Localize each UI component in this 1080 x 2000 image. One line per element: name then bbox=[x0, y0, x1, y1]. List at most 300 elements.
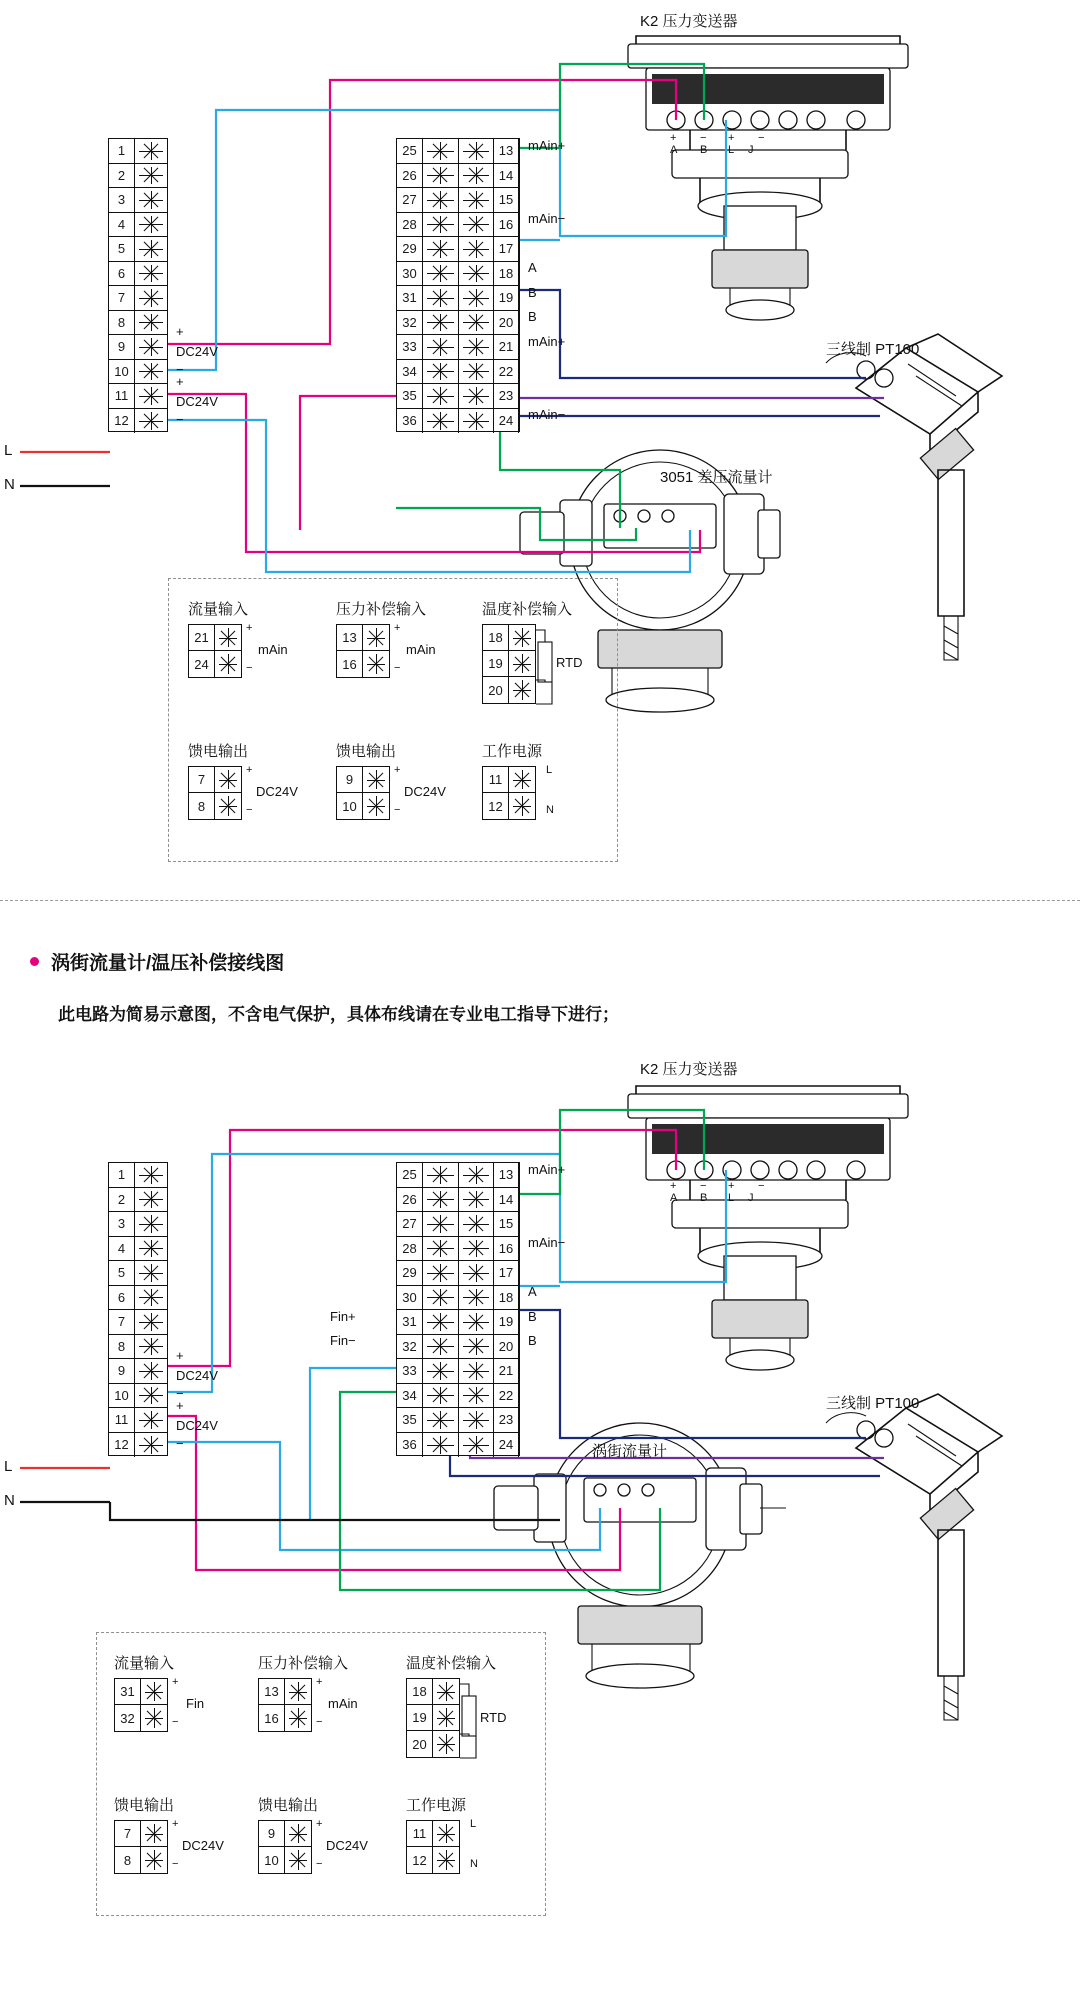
terminal-row[interactable] bbox=[115, 1821, 167, 1847]
terminal-row[interactable] bbox=[109, 1286, 167, 1311]
terminal-screw-icon bbox=[135, 1188, 167, 1212]
transmitter-sign-2: + bbox=[728, 1180, 735, 1192]
terminal-number: 9 bbox=[109, 335, 135, 359]
terminal-number: 12 bbox=[407, 1847, 433, 1873]
terminal-screw-icon bbox=[423, 409, 458, 434]
dc24v-plus-2: + bbox=[176, 374, 184, 389]
legend-title-2: 馈电输出 bbox=[258, 1797, 319, 1814]
terminal-number: 19 bbox=[493, 1310, 519, 1334]
dc24v-minus-2: − bbox=[176, 412, 184, 427]
legend-sign: + bbox=[394, 622, 401, 634]
terminal-number: 7 bbox=[189, 767, 215, 792]
terminal-number: 34 bbox=[397, 1384, 423, 1408]
transmitter-terminal-2: B bbox=[700, 1192, 708, 1204]
terminal-number: 33 bbox=[397, 1359, 423, 1383]
terminal-screw-icon bbox=[423, 1433, 458, 1458]
dc24v-plus-2b: + bbox=[176, 1398, 184, 1413]
terminal-screw-icon bbox=[458, 188, 494, 212]
terminal-number: 35 bbox=[397, 1408, 423, 1432]
transmitter-terminal-2: J bbox=[748, 1192, 754, 1204]
legend-sign: − bbox=[394, 662, 401, 674]
legend-note-2: DC24V bbox=[182, 1838, 224, 1853]
terminal-row[interactable] bbox=[397, 1335, 519, 1360]
terminal-row[interactable] bbox=[109, 1310, 167, 1335]
terminal-number: 21 bbox=[189, 625, 215, 650]
legend-note: RTD bbox=[556, 655, 583, 670]
terminal-number: 7 bbox=[115, 1821, 141, 1846]
section2-heading-row bbox=[30, 948, 284, 975]
terminal-row[interactable] bbox=[397, 360, 519, 385]
pt100-device-label-2: 三线制 PT100 bbox=[826, 1395, 920, 1412]
k2-device-label-2: K2 压力变送器 bbox=[640, 1061, 738, 1078]
terminal-row[interactable] bbox=[397, 1237, 519, 1262]
terminal-row[interactable] bbox=[397, 1286, 519, 1311]
terminal-screw-icon bbox=[458, 237, 494, 261]
terminal-number: 11 bbox=[407, 1821, 433, 1846]
terminal-row[interactable] bbox=[109, 1408, 167, 1433]
legend-note-2: Fin bbox=[186, 1696, 205, 1711]
terminal-number: 35 bbox=[397, 384, 423, 408]
terminal-row[interactable] bbox=[109, 1384, 167, 1409]
flowmeter-device-label: 3051 差压流量计 bbox=[660, 469, 773, 486]
terminal-row[interactable] bbox=[259, 1847, 311, 1873]
terminal-number: 34 bbox=[397, 360, 423, 384]
terminal-row[interactable] bbox=[109, 286, 167, 311]
terminal-screw-icon bbox=[135, 139, 167, 163]
terminal-screw-icon bbox=[135, 1212, 167, 1236]
terminal-row[interactable] bbox=[337, 767, 389, 793]
terminal-number: 27 bbox=[397, 188, 423, 212]
terminal-screw-icon bbox=[135, 237, 167, 261]
terminal-screw-icon bbox=[135, 286, 167, 310]
legend-sign: − bbox=[394, 804, 401, 816]
legend-sign-2: + bbox=[316, 1676, 323, 1688]
terminal-row[interactable] bbox=[483, 767, 535, 793]
terminal-screw-icon bbox=[423, 1163, 458, 1187]
legend-note-2: RTD bbox=[480, 1710, 507, 1725]
mains-l-label-2: L bbox=[4, 1458, 13, 1475]
terminal-number: 12 bbox=[109, 1433, 135, 1458]
terminal-row[interactable] bbox=[397, 1163, 519, 1188]
terminal-number: 19 bbox=[483, 651, 509, 676]
terminal-number: 7 bbox=[109, 286, 135, 310]
transmitter-sign: − bbox=[758, 132, 765, 144]
legend-title: 馈电输出 bbox=[336, 743, 397, 760]
mains-wires bbox=[20, 452, 110, 486]
terminal-number: 19 bbox=[407, 1705, 433, 1730]
terminal-screw-icon bbox=[458, 164, 494, 188]
terminal-screw-icon bbox=[423, 311, 458, 335]
terminal-row[interactable] bbox=[407, 1821, 459, 1847]
transmitter-terminal-2: L bbox=[728, 1192, 735, 1204]
terminal-row[interactable] bbox=[109, 1335, 167, 1360]
legend-title: 工作电源 bbox=[482, 743, 543, 760]
terminal-number: 6 bbox=[109, 1286, 135, 1310]
terminal-row[interactable] bbox=[483, 793, 535, 819]
terminal-screw-icon bbox=[458, 1384, 494, 1408]
terminal-number: 13 bbox=[259, 1679, 285, 1704]
terminal-screw-icon bbox=[458, 139, 494, 163]
legend-terminal-block bbox=[188, 766, 242, 820]
terminal-screw-icon bbox=[458, 286, 494, 310]
legend-title: 压力补偿输入 bbox=[336, 601, 427, 618]
terminal-row[interactable] bbox=[109, 335, 167, 360]
terminal-row[interactable] bbox=[397, 1188, 519, 1213]
terminal-row[interactable] bbox=[397, 384, 519, 409]
terminal-screw-icon bbox=[458, 311, 494, 335]
terminal-screw-icon bbox=[423, 360, 458, 384]
terminal-row[interactable] bbox=[189, 793, 241, 819]
terminal-screw-icon bbox=[135, 335, 167, 359]
terminal-screw-icon bbox=[135, 262, 167, 286]
dc24v-label-2: DC24V bbox=[176, 394, 218, 409]
terminal-number: 1 bbox=[109, 1163, 135, 1187]
terminal-screw-icon bbox=[458, 1310, 494, 1334]
terminal-number: 27 bbox=[397, 1212, 423, 1236]
terminal-screw-icon bbox=[458, 409, 494, 434]
mid-annotation: A bbox=[528, 260, 537, 275]
terminal-number: 28 bbox=[397, 1237, 423, 1261]
mid-annotation: mAin− bbox=[528, 407, 566, 422]
legend-title-2: 工作电源 bbox=[406, 1797, 467, 1814]
k2-pressure-transmitter-graphic bbox=[628, 36, 908, 320]
terminal-row[interactable] bbox=[109, 409, 167, 434]
terminal-row[interactable] bbox=[109, 1433, 167, 1458]
terminal-number: 20 bbox=[407, 1731, 433, 1757]
terminal-row[interactable] bbox=[397, 1212, 519, 1237]
terminal-number: 29 bbox=[397, 1261, 423, 1285]
terminal-row[interactable] bbox=[397, 1310, 519, 1335]
terminal-number: 9 bbox=[109, 1359, 135, 1383]
terminal-screw-icon bbox=[458, 1408, 494, 1432]
terminal-row[interactable] bbox=[397, 1261, 519, 1286]
terminal-screw-icon bbox=[135, 164, 167, 188]
terminal-screw-icon bbox=[135, 1286, 167, 1310]
terminal-screw-icon bbox=[423, 1188, 458, 1212]
terminal-screw-icon bbox=[135, 1237, 167, 1261]
terminal-screw-icon bbox=[423, 1408, 458, 1432]
terminal-row[interactable] bbox=[109, 139, 167, 164]
dc24v-plus-1b: + bbox=[176, 1348, 184, 1363]
terminal-row[interactable] bbox=[397, 1359, 519, 1384]
legend-sign-2: + bbox=[316, 1818, 323, 1830]
terminal-row[interactable] bbox=[109, 1237, 167, 1262]
mains-n-label: N bbox=[4, 476, 15, 493]
terminal-screw-icon bbox=[433, 1847, 459, 1873]
terminal-number: 13 bbox=[493, 1163, 519, 1187]
mid-annotation-2: B bbox=[528, 1309, 537, 1324]
terminal-row[interactable] bbox=[109, 1359, 167, 1384]
terminal-row[interactable] bbox=[109, 1261, 167, 1286]
terminal-screw-icon bbox=[423, 1359, 458, 1383]
terminal-row[interactable] bbox=[397, 1433, 519, 1458]
transmitter-sign-2: − bbox=[700, 1180, 707, 1192]
terminal-row[interactable] bbox=[397, 213, 519, 238]
mid-annotation: mAin− bbox=[528, 211, 566, 226]
k2-pressure-transmitter-graphic-2 bbox=[628, 1086, 908, 1370]
terminal-row[interactable] bbox=[109, 262, 167, 287]
terminal-number: 18 bbox=[407, 1679, 433, 1704]
terminal-screw-icon bbox=[135, 1163, 167, 1187]
dc24v-minus-1b: − bbox=[176, 1386, 184, 1401]
terminal-row[interactable] bbox=[407, 1847, 459, 1873]
terminal-screw-icon bbox=[363, 793, 389, 819]
terminal-number: 19 bbox=[493, 286, 519, 310]
legend-terminal-block bbox=[336, 766, 390, 820]
terminal-row[interactable] bbox=[397, 335, 519, 360]
dc24v-plus-1: + bbox=[176, 324, 184, 339]
terminal-row[interactable] bbox=[397, 139, 519, 164]
legend-title: 流量输入 bbox=[188, 601, 249, 618]
terminal-number: 15 bbox=[493, 188, 519, 212]
terminal-screw-icon bbox=[135, 1384, 167, 1408]
terminal-number: 23 bbox=[493, 384, 519, 408]
terminal-row[interactable] bbox=[109, 164, 167, 189]
section2-left-terminal-block bbox=[108, 1162, 168, 1456]
legend-sign-2: + bbox=[172, 1676, 179, 1688]
terminal-screw-icon bbox=[423, 139, 458, 163]
terminal-number: 33 bbox=[397, 335, 423, 359]
terminal-number: 2 bbox=[109, 1188, 135, 1212]
terminal-screw-icon bbox=[423, 1310, 458, 1334]
terminal-screw-icon bbox=[215, 767, 241, 792]
transmitter-sign: + bbox=[670, 132, 677, 144]
rtd-symbol-svg-2 bbox=[0, 1674, 1080, 1794]
terminal-number: 31 bbox=[397, 286, 423, 310]
terminal-number: 8 bbox=[189, 793, 215, 819]
legend-sign-2: − bbox=[172, 1858, 179, 1870]
terminal-screw-icon bbox=[423, 1335, 458, 1359]
transmitter-terminal: A bbox=[670, 144, 678, 156]
terminal-number: 20 bbox=[483, 677, 509, 703]
transmitter-terminal: J bbox=[748, 144, 754, 156]
terminal-number: 18 bbox=[493, 262, 519, 286]
terminal-screw-icon bbox=[458, 262, 494, 286]
legend-sign: − bbox=[246, 804, 253, 816]
mid-annotation: B bbox=[528, 309, 537, 324]
terminal-row[interactable] bbox=[397, 1384, 519, 1409]
terminal-number: 4 bbox=[109, 1237, 135, 1261]
terminal-number: 9 bbox=[337, 767, 363, 792]
terminal-screw-icon bbox=[423, 164, 458, 188]
terminal-row[interactable] bbox=[397, 409, 519, 434]
terminal-number: 30 bbox=[397, 1286, 423, 1310]
dc24v-label-1b: DC24V bbox=[176, 1368, 218, 1383]
terminal-screw-icon bbox=[423, 237, 458, 261]
terminal-row[interactable] bbox=[109, 213, 167, 238]
terminal-number: 25 bbox=[397, 139, 423, 163]
terminal-screw-icon bbox=[135, 1359, 167, 1383]
transmitter-sign-2: + bbox=[670, 1180, 677, 1192]
legend-sign-2: N bbox=[470, 1858, 478, 1870]
terminal-number: 12 bbox=[483, 793, 509, 819]
dc24v-minus-2b: − bbox=[176, 1436, 184, 1451]
terminal-screw-icon bbox=[135, 1335, 167, 1359]
terminal-row[interactable] bbox=[189, 767, 241, 793]
mid-annotation-2: mAin+ bbox=[528, 1162, 566, 1177]
terminal-row[interactable] bbox=[259, 1821, 311, 1847]
terminal-screw-icon bbox=[423, 286, 458, 310]
terminal-screw-icon bbox=[141, 1821, 167, 1846]
terminal-screw-icon bbox=[458, 1286, 494, 1310]
terminal-row[interactable] bbox=[397, 262, 519, 287]
terminal-number: 2 bbox=[109, 164, 135, 188]
terminal-row[interactable] bbox=[397, 164, 519, 189]
terminal-row[interactable] bbox=[337, 793, 389, 819]
terminal-number: 8 bbox=[109, 1335, 135, 1359]
terminal-row[interactable] bbox=[397, 311, 519, 336]
terminal-row[interactable] bbox=[115, 1847, 167, 1873]
terminal-number: 21 bbox=[493, 1359, 519, 1383]
terminal-screw-icon bbox=[423, 262, 458, 286]
terminal-row[interactable] bbox=[109, 1188, 167, 1213]
terminal-row[interactable] bbox=[109, 384, 167, 409]
flowmeter-device-label-2: 涡街流量计 bbox=[592, 1443, 668, 1460]
terminal-number: 10 bbox=[109, 1384, 135, 1408]
terminal-screw-icon bbox=[458, 1261, 494, 1285]
legend-sign: − bbox=[246, 662, 253, 674]
legend-sign: + bbox=[394, 764, 401, 776]
transmitter-sign: − bbox=[700, 132, 707, 144]
terminal-number: 31 bbox=[397, 1310, 423, 1334]
dc24v-label-2b: DC24V bbox=[176, 1418, 218, 1433]
legend-title-2: 压力补偿输入 bbox=[258, 1655, 349, 1672]
terminal-number: 16 bbox=[493, 1237, 519, 1261]
terminal-number: 10 bbox=[337, 793, 363, 819]
terminal-number: 1 bbox=[109, 139, 135, 163]
legend-sign-2: − bbox=[316, 1858, 323, 1870]
terminal-row[interactable] bbox=[397, 286, 519, 311]
mid-annotation: mAin+ bbox=[528, 334, 566, 349]
terminal-screw-icon bbox=[458, 1188, 494, 1212]
terminal-row[interactable] bbox=[109, 360, 167, 385]
terminal-screw-icon bbox=[135, 1261, 167, 1285]
section1-left-terminal-block bbox=[108, 138, 168, 432]
terminal-number: 11 bbox=[109, 1408, 135, 1432]
terminal-row[interactable] bbox=[397, 237, 519, 262]
section2-heading: 涡街流量计/温压补偿接线图 bbox=[51, 953, 285, 974]
terminal-screw-icon bbox=[135, 1408, 167, 1432]
transmitter-sign: + bbox=[728, 132, 735, 144]
terminal-screw-icon bbox=[423, 1286, 458, 1310]
pt100-device-label: 三线制 PT100 bbox=[826, 341, 920, 358]
legend-sign-2: − bbox=[172, 1716, 179, 1728]
mid-annotation-2: A bbox=[528, 1284, 537, 1299]
terminal-row[interactable] bbox=[109, 188, 167, 213]
terminal-row[interactable] bbox=[109, 1163, 167, 1188]
legend-title-2: 流量输入 bbox=[114, 1655, 175, 1672]
terminal-screw-icon bbox=[135, 384, 167, 408]
legend-sign-2: L bbox=[470, 1818, 477, 1830]
terminal-screw-icon bbox=[423, 1212, 458, 1236]
terminal-screw-icon bbox=[458, 213, 494, 237]
mid-annotation-2: B bbox=[528, 1333, 537, 1348]
fin-plus-label: Fin+ bbox=[330, 1309, 356, 1324]
terminal-number: 29 bbox=[397, 237, 423, 261]
terminal-screw-icon bbox=[215, 793, 241, 819]
k2-device-label: K2 压力变送器 bbox=[640, 13, 738, 30]
mains-l-label: L bbox=[4, 442, 13, 459]
terminal-screw-icon bbox=[423, 335, 458, 359]
mid-annotation: mAin+ bbox=[528, 138, 566, 153]
terminal-screw-icon bbox=[135, 1310, 167, 1334]
legend-terminal-block-2 bbox=[258, 1820, 312, 1874]
terminal-row[interactable] bbox=[397, 1408, 519, 1433]
bullet-icon bbox=[30, 957, 39, 966]
legend-title: 馈电输出 bbox=[188, 743, 249, 760]
terminal-number: 12 bbox=[109, 409, 135, 434]
legend-sign: N bbox=[546, 804, 554, 816]
terminal-number: 24 bbox=[189, 651, 215, 677]
terminal-screw-icon bbox=[458, 1433, 494, 1458]
terminal-number: 16 bbox=[259, 1705, 285, 1731]
terminal-number: 24 bbox=[493, 409, 519, 434]
terminal-number: 17 bbox=[493, 1261, 519, 1285]
terminal-screw-icon bbox=[135, 188, 167, 212]
rtd-symbol-svg bbox=[0, 620, 1080, 740]
legend-terminal-block bbox=[482, 766, 536, 820]
terminal-screw-icon bbox=[458, 1163, 494, 1187]
terminal-number: 30 bbox=[397, 262, 423, 286]
transmitter-sign-2: − bbox=[758, 1180, 765, 1192]
section1-main-terminal-block bbox=[396, 138, 520, 432]
terminal-number: 23 bbox=[493, 1408, 519, 1432]
section-divider bbox=[0, 900, 1080, 901]
legend-note: mAin bbox=[406, 642, 436, 657]
terminal-number: 26 bbox=[397, 1188, 423, 1212]
fin-minus-label: Fin− bbox=[330, 1333, 356, 1348]
legend-note: DC24V bbox=[256, 784, 298, 799]
terminal-number: 31 bbox=[115, 1679, 141, 1704]
terminal-screw-icon bbox=[458, 384, 494, 408]
terminal-number: 32 bbox=[115, 1705, 141, 1731]
terminal-number: 9 bbox=[259, 1821, 285, 1846]
terminal-screw-icon bbox=[423, 1237, 458, 1261]
legend-note-2: mAin bbox=[328, 1696, 358, 1711]
terminal-number: 4 bbox=[109, 213, 135, 237]
terminal-number: 36 bbox=[397, 1433, 423, 1458]
terminal-number: 26 bbox=[397, 164, 423, 188]
mid-annotation-2: mAin− bbox=[528, 1235, 566, 1250]
pt100-sensor-graphic bbox=[826, 334, 1002, 660]
terminal-number: 21 bbox=[493, 335, 519, 359]
terminal-screw-icon bbox=[423, 188, 458, 212]
terminal-row[interactable] bbox=[109, 237, 167, 262]
terminal-screw-icon bbox=[135, 360, 167, 384]
terminal-number: 10 bbox=[109, 360, 135, 384]
transmitter-terminal: B bbox=[700, 144, 708, 156]
terminal-number: 7 bbox=[109, 1310, 135, 1334]
terminal-number: 11 bbox=[483, 767, 509, 792]
terminal-number: 36 bbox=[397, 409, 423, 434]
terminal-number: 13 bbox=[337, 625, 363, 650]
terminal-number: 14 bbox=[493, 164, 519, 188]
section2-subheading: 此电路为简易示意图，不含电气保护，具体布线请在专业电工指导下进行； bbox=[58, 1005, 619, 1024]
terminal-number: 3 bbox=[109, 188, 135, 212]
terminal-number: 18 bbox=[493, 1286, 519, 1310]
terminal-screw-icon bbox=[423, 213, 458, 237]
terminal-number: 22 bbox=[493, 360, 519, 384]
terminal-screw-icon bbox=[423, 1384, 458, 1408]
legend-sign: + bbox=[246, 622, 253, 634]
terminal-screw-icon bbox=[458, 335, 494, 359]
terminal-number: 17 bbox=[493, 237, 519, 261]
terminal-row[interactable] bbox=[109, 1212, 167, 1237]
terminal-row[interactable] bbox=[397, 188, 519, 213]
terminal-row[interactable] bbox=[109, 311, 167, 336]
terminal-screw-icon bbox=[458, 1212, 494, 1236]
terminal-number: 20 bbox=[493, 1335, 519, 1359]
